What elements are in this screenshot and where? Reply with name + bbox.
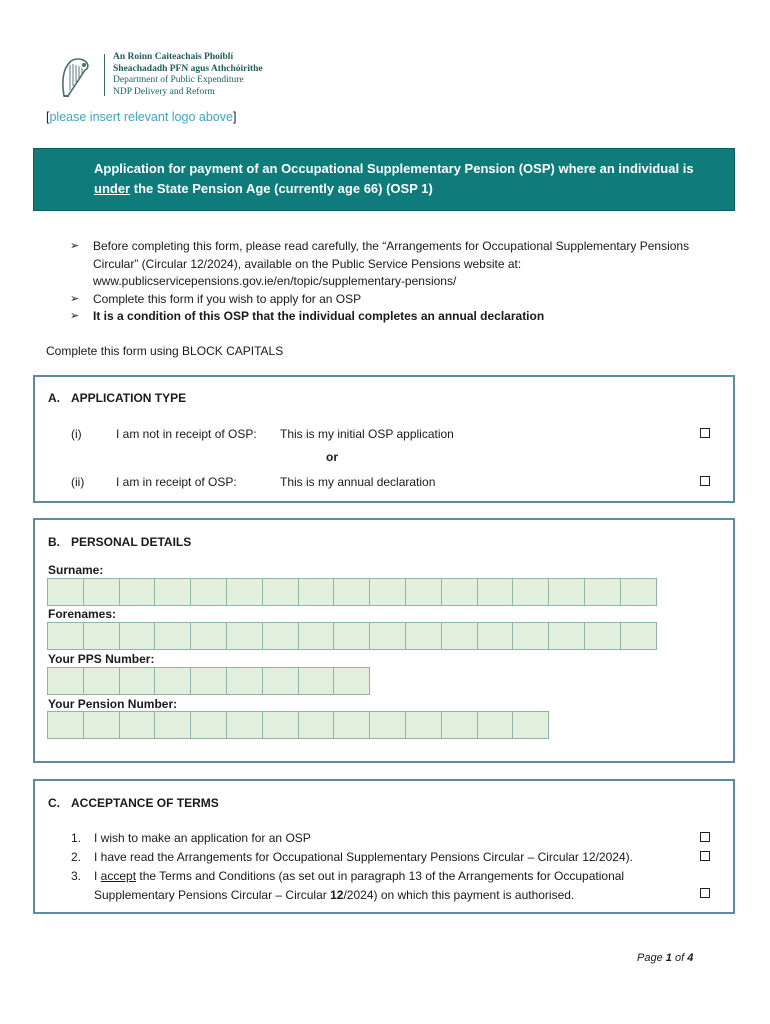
character-box[interactable] <box>83 622 120 650</box>
forenames-input[interactable] <box>47 622 656 650</box>
logo-divider <box>104 54 105 96</box>
character-box[interactable] <box>333 578 370 606</box>
character-box[interactable] <box>119 622 156 650</box>
block-capitals-instruction: Complete this form using BLOCK CAPITALS <box>46 344 284 358</box>
character-box[interactable] <box>512 711 549 739</box>
character-box[interactable] <box>119 578 156 606</box>
term-bold-number: 12 <box>330 888 344 902</box>
section-c-heading <box>48 796 219 810</box>
character-box[interactable] <box>154 622 191 650</box>
initial-application-checkbox[interactable] <box>700 428 710 438</box>
section-personal-details <box>33 518 735 763</box>
character-box[interactable] <box>262 711 299 739</box>
character-box[interactable] <box>47 667 84 695</box>
logo-line-english-1: Department of Public Expenditure <box>113 75 244 85</box>
section-c-title: ACCEPTANCE OF TERMS <box>71 796 219 810</box>
title-part-2: the State Pension Age (currently age 66) (OSP 1) <box>130 181 433 196</box>
term-number: 3. <box>71 869 82 883</box>
character-box[interactable] <box>477 578 514 606</box>
logo-text <box>113 52 263 98</box>
bracket-close: ] <box>232 110 237 124</box>
total-pages: 4 <box>687 952 694 964</box>
section-a-title: APPLICATION TYPE <box>71 391 187 405</box>
current-page: 1 <box>665 952 672 964</box>
pps-number-input[interactable] <box>47 667 369 695</box>
instruction-item: ➢ Complete this form if you wish to apply for an OSP <box>70 291 710 309</box>
term-2-checkbox[interactable] <box>700 851 710 861</box>
character-box[interactable] <box>226 622 263 650</box>
harp-icon <box>58 56 92 100</box>
character-box[interactable] <box>262 578 299 606</box>
row-status: I am not in receipt of OSP: <box>116 427 257 441</box>
character-box[interactable] <box>548 622 585 650</box>
term-text: I wish to make an application for an OSP <box>94 831 311 845</box>
character-box[interactable] <box>333 667 370 695</box>
surname-label: Surname: <box>48 563 104 577</box>
term-text-mid: the Terms and Conditions (as set out in paragraph 13 of the Arrangements for Occupational Supplementary Pensions Circular – Circular <box>94 869 625 902</box>
character-box[interactable] <box>190 667 227 695</box>
forenames-label: Forenames: <box>48 607 117 621</box>
department-logo <box>58 52 263 100</box>
logo-placeholder-text: please insert relevant logo above <box>49 110 233 124</box>
character-box[interactable] <box>369 578 406 606</box>
term-item <box>71 848 691 867</box>
character-box[interactable] <box>190 711 227 739</box>
logo-line-english-2: NDP Delivery and Reform <box>113 86 215 97</box>
character-box[interactable] <box>154 667 191 695</box>
title-underlined-word: under <box>94 181 131 196</box>
term-text: I have read the Arrangements for Occupational Supplementary Pensions Circular – Circular 12/2024). <box>94 850 633 864</box>
term-item <box>71 867 691 905</box>
term-number: 1. <box>71 831 82 845</box>
logo-placeholder-note <box>46 110 236 124</box>
term-number: 2. <box>71 850 82 864</box>
term-1-checkbox[interactable] <box>700 832 710 842</box>
character-box[interactable] <box>190 622 227 650</box>
term-underlined-word: accept <box>100 869 137 883</box>
title-part-1: Application for payment of an Occupational Supplementary Pension (OSP) where an individual is <box>94 161 694 176</box>
section-b-letter: B. <box>48 535 60 549</box>
character-box[interactable] <box>262 622 299 650</box>
instructions-list <box>70 238 710 326</box>
character-box[interactable] <box>83 711 120 739</box>
of-word: of <box>674 952 685 964</box>
character-box[interactable] <box>83 667 120 695</box>
row-description: This is my initial OSP application <box>280 427 454 441</box>
character-box[interactable] <box>298 578 335 606</box>
character-box[interactable] <box>262 667 299 695</box>
character-box[interactable] <box>405 711 442 739</box>
character-box[interactable] <box>298 667 335 695</box>
term-text-post: /2024) on which this payment is authorised. <box>343 888 575 902</box>
instruction-item: ➢ Before completing this form, please read carefully, the “Arrangements for Occupational Supplementary Pensions Circular” (Circular 12/2024), available on the Public Service Pensions website at: www.publicservicepensions.gov.ie/en/topic/supplementary-pensions/ <box>70 238 710 291</box>
character-box[interactable] <box>369 711 406 739</box>
instruction-item: ➢ It is a condition of this OSP that the individual completes an annual declaration <box>70 308 710 326</box>
section-b-heading <box>48 535 191 549</box>
pension-number-label: Your Pension Number: <box>48 697 178 711</box>
character-box[interactable] <box>190 578 227 606</box>
character-box[interactable] <box>512 622 549 650</box>
character-box[interactable] <box>441 622 478 650</box>
section-acceptance-of-terms <box>33 779 735 914</box>
row-description: This is my annual declaration <box>280 475 436 489</box>
character-box[interactable] <box>47 578 84 606</box>
section-a-letter: A. <box>48 391 60 405</box>
character-box[interactable] <box>154 711 191 739</box>
character-box[interactable] <box>333 622 370 650</box>
character-box[interactable] <box>620 578 657 606</box>
logo-line-irish-2: Sheachadadh PFN agus Athchóirithe <box>113 63 263 74</box>
character-box[interactable] <box>512 578 549 606</box>
pps-number-label: Your PPS Number: <box>48 652 155 666</box>
character-box[interactable] <box>441 578 478 606</box>
page-word: Page <box>637 952 663 964</box>
character-box[interactable] <box>584 622 621 650</box>
character-box[interactable] <box>226 667 263 695</box>
character-box[interactable] <box>47 622 84 650</box>
character-box[interactable] <box>405 622 442 650</box>
section-a-heading <box>48 391 186 405</box>
character-box[interactable] <box>298 622 335 650</box>
page-number <box>637 952 693 964</box>
character-box[interactable] <box>119 667 156 695</box>
or-separator: or <box>326 450 338 464</box>
term-3-checkbox[interactable] <box>700 888 710 898</box>
terms-list <box>71 829 691 905</box>
character-box[interactable] <box>620 622 657 650</box>
form-title-banner <box>33 148 735 211</box>
character-box[interactable] <box>298 711 335 739</box>
term-text-pre: I <box>94 869 101 883</box>
row-number: (ii) <box>71 475 85 489</box>
character-box[interactable] <box>226 711 263 739</box>
section-application-type <box>33 375 735 503</box>
surname-input[interactable] <box>47 578 656 606</box>
character-box[interactable] <box>477 711 514 739</box>
character-box[interactable] <box>548 578 585 606</box>
annual-declaration-checkbox[interactable] <box>700 476 710 486</box>
character-box[interactable] <box>47 711 84 739</box>
row-number: (i) <box>71 427 82 441</box>
character-box[interactable] <box>119 711 156 739</box>
logo-line-irish-1: An Roinn Caiteachais Phoiblí <box>113 52 234 62</box>
character-box[interactable] <box>369 622 406 650</box>
character-box[interactable] <box>584 578 621 606</box>
character-box[interactable] <box>333 711 370 739</box>
section-c-letter: C. <box>48 796 60 810</box>
character-box[interactable] <box>441 711 478 739</box>
character-box[interactable] <box>477 622 514 650</box>
pension-number-input[interactable] <box>47 711 548 739</box>
character-box[interactable] <box>226 578 263 606</box>
row-status: I am in receipt of OSP: <box>116 475 237 489</box>
bracket-open: [ <box>46 110 50 124</box>
character-box[interactable] <box>154 578 191 606</box>
section-b-title: PERSONAL DETAILS <box>71 535 192 549</box>
character-box[interactable] <box>83 578 120 606</box>
term-item <box>71 829 691 848</box>
character-box[interactable] <box>405 578 442 606</box>
